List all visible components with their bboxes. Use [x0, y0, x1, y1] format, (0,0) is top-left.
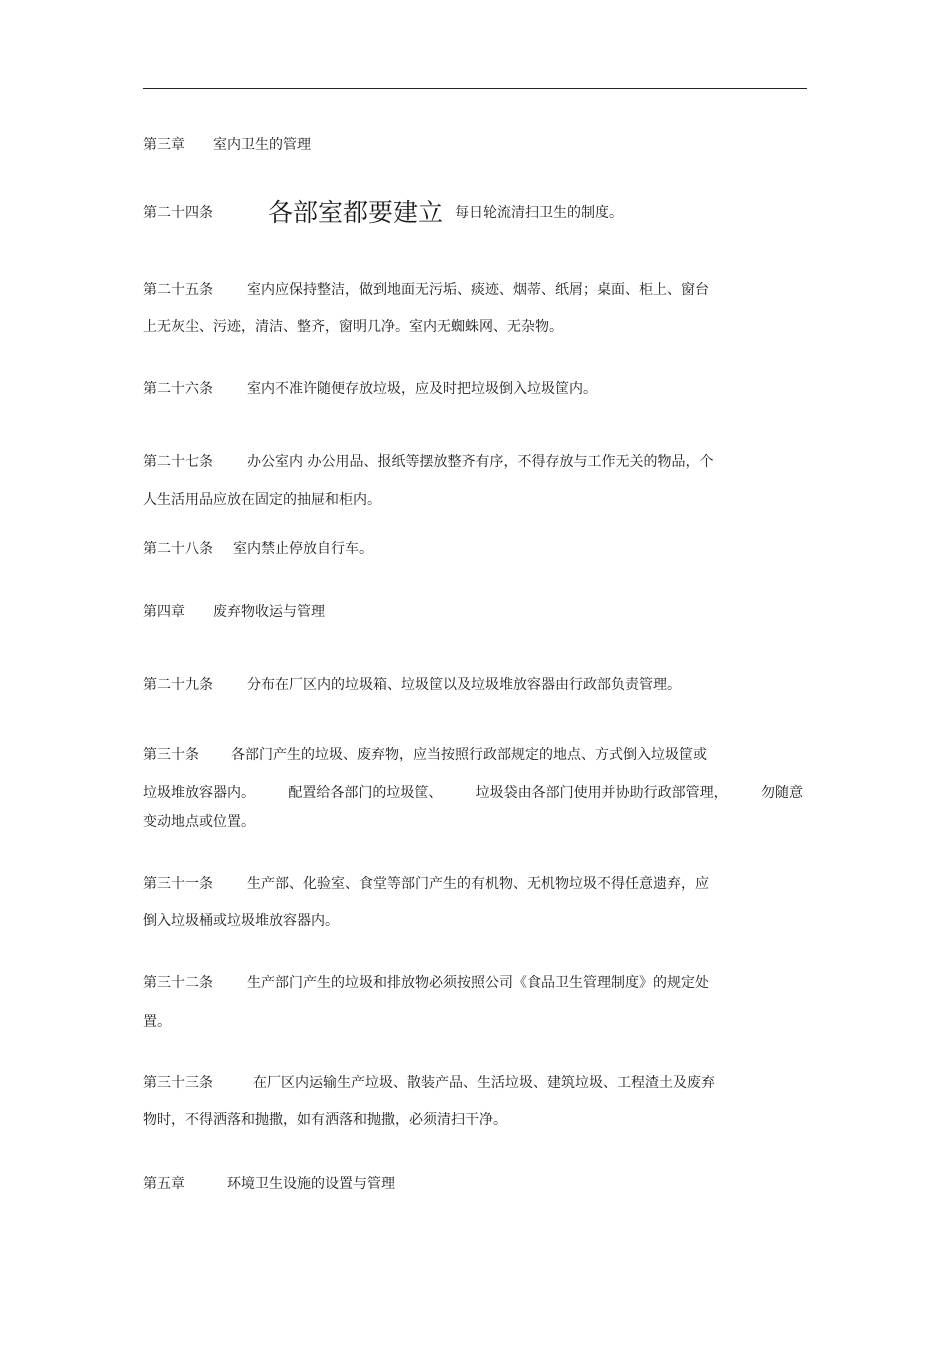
chapter-label: 第三章 [143, 137, 185, 153]
article-30-line-2 [143, 784, 803, 802]
article-30-line-3 [143, 813, 255, 831]
article-24 [143, 198, 623, 228]
article-text: 垃圾袋由各部门使用并协助行政部管理， [475, 785, 728, 801]
article-text: 人生活用品应放在固定的抽屉和柜内。 [143, 492, 381, 508]
article-label: 第二十九条 [143, 677, 213, 693]
article-27-line-1 [143, 453, 713, 471]
article-label: 第三十一条 [143, 876, 213, 892]
article-emphasis-text: 各部室都要建立 [268, 198, 444, 227]
chapter-label: 第五章 [143, 1176, 185, 1192]
article-text: 室内不准许随便存放垃圾，应及时把垃圾倒入垃圾筐内。 [247, 381, 597, 397]
article-26 [143, 380, 597, 398]
header-rule [143, 88, 807, 89]
article-label: 第二十四条 [143, 205, 213, 221]
article-text: 室内禁止停放自行车。 [233, 541, 373, 557]
article-30-line-1 [143, 746, 707, 764]
chapter-label: 第四章 [143, 604, 185, 620]
article-label: 第三十二条 [143, 975, 213, 991]
article-25-line-1 [143, 281, 709, 299]
article-29 [143, 676, 681, 694]
article-text: 上无灰尘、污迹，清洁、整齐，窗明几净。室内无蜘蛛网、无杂物。 [143, 319, 563, 335]
article-label: 第二十八条 [143, 541, 213, 557]
article-text: 生产部、化验室、食堂等部门产生的有机物、无机物垃圾不得任意遗弃，应 [247, 876, 709, 892]
article-text: 变动地点或位置。 [143, 814, 255, 830]
chapter-4-heading [143, 603, 325, 621]
article-27-line-2 [143, 491, 381, 509]
article-25-line-2 [143, 318, 563, 336]
chapter-title: 环境卫生设施的设置与管理 [227, 1176, 395, 1192]
article-text: 各部门产生的垃圾、废弃物，应当按照行政部规定的地点、方式倒入垃圾筐或 [231, 747, 707, 763]
article-31-line-1 [143, 875, 709, 893]
article-text: 室内应保持整洁，做到地面无污垢、痰迹、烟蒂、纸屑；桌面、柜上、窗台 [247, 282, 709, 298]
article-32-line-1 [143, 974, 709, 992]
article-31-line-2 [143, 912, 339, 930]
article-label: 第三十条 [143, 747, 199, 763]
article-text: 倒入垃圾桶或垃圾堆放容器内。 [143, 913, 339, 929]
article-text: 生产部门产生的垃圾和排放物必须按照公司《食品卫生管理制度》的规定处 [247, 975, 709, 991]
chapter-title: 室内卫生的管理 [213, 137, 311, 153]
article-text: 垃圾堆放容器内。 [143, 785, 255, 801]
article-label: 第二十六条 [143, 381, 213, 397]
article-text: 办公室内 办公用品、报纸等摆放整齐有序，不得存放与工作无关的物品，个 [247, 454, 714, 470]
article-text: 每日轮流清扫卫生的制度。 [455, 205, 624, 221]
chapter-5-heading [143, 1175, 395, 1193]
article-label: 第二十五条 [143, 282, 213, 298]
article-label: 第三十三条 [143, 1075, 213, 1091]
article-32-line-2 [143, 1013, 171, 1031]
article-33-line-2 [143, 1111, 507, 1129]
article-text: 置。 [143, 1014, 171, 1030]
article-33-line-1 [143, 1074, 715, 1092]
article-text: 在厂区内运输生产垃圾、散装产品、生活垃圾、建筑垃圾、工程渣土及废弃 [253, 1075, 715, 1091]
article-text: 分布在厂区内的垃圾箱、垃圾筐以及垃圾堆放容器由行政部负责管理。 [247, 677, 681, 693]
article-28 [143, 540, 373, 558]
article-text: 物时，不得洒落和抛撒，如有洒落和抛撒，必须清扫干净。 [143, 1112, 507, 1128]
article-label: 第二十七条 [143, 454, 213, 470]
chapter-3-heading [143, 136, 311, 154]
article-text: 配置给各部门的垃圾筐、 [288, 785, 443, 801]
chapter-title: 废弃物收运与管理 [213, 604, 325, 620]
article-text: 勿随意 [760, 785, 803, 801]
